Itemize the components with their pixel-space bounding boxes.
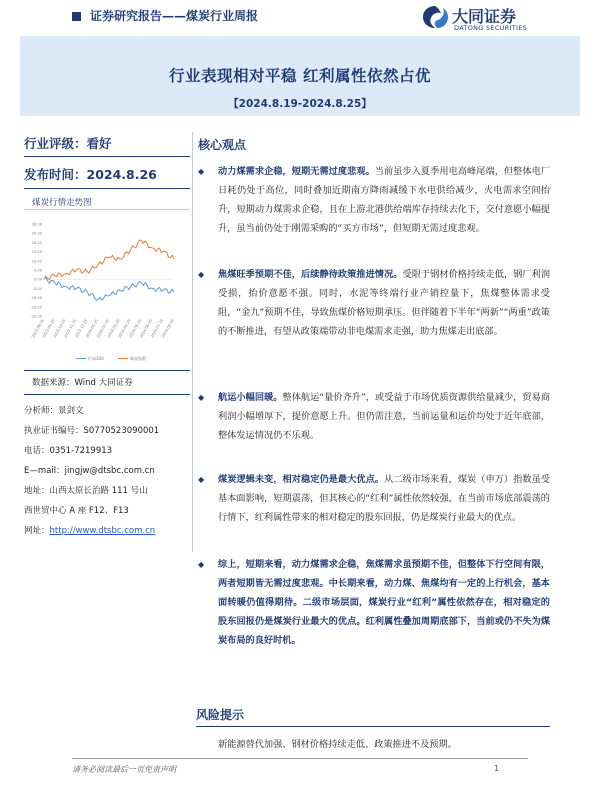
column-divider: [192, 132, 193, 552]
website-line: [24, 524, 155, 536]
page-number: 1: [494, 764, 500, 773]
x-tick-label: 2024-07-25: [150, 318, 165, 339]
publish-date: 发布时间：2024.8.26: [24, 167, 157, 182]
key-point-body: 从二级市场来看，煤炭（申万）指数虽受基本面影响，短期震荡，但其核心的“红利”属性依然较强，在当前市场底部震荡的行情下，红利属性带来的相对稳定的股东回报，仍是煤炭行业最大的优点。: [218, 474, 551, 523]
y-tick-label: 10.00: [31, 259, 42, 264]
x-tick-label: 2023-09-25: [41, 318, 56, 339]
coal-trend-chart: [24, 216, 190, 366]
y-tick-label: 20.00: [31, 240, 42, 245]
key-point-body: 受限于钢材价格持续走低，钢厂利润受损，抬价意愿不强。同时，水泥等终端行业产销控量下，焦煤整体需求受阻，“金九”预期不佳，导致焦煤价格短期承压。但伴随着下半年“两新”“两重”政策的不断推进，有望从政策端带动非电煤需求走强，助力焦煤走出底部。: [218, 269, 551, 337]
report-type: 证券研究报告——煤炭行业周报: [90, 9, 259, 23]
chart-title: 煤炭行情走势图: [32, 198, 92, 208]
x-tick-label: 2023-11-25: [63, 318, 78, 339]
x-tick-label: 2023-10-25: [52, 318, 67, 339]
x-tick-label: 2024-06-25: [139, 318, 154, 339]
y-tick-label: 25.00: [31, 231, 42, 236]
y-tick-label: 30.00: [31, 222, 42, 227]
summary-point: [198, 555, 550, 650]
y-tick-label: 5.00: [33, 268, 42, 273]
series-line-coal-index: [44, 240, 174, 280]
y-tick-label: -5.00: [32, 286, 42, 291]
diamond-bullet-icon: ◆: [198, 475, 205, 484]
y-tick-label: -20.00: [30, 314, 42, 319]
risk-text: 新能源替代加强、钢材价格持续走低、政策推进不及预期。: [218, 739, 457, 750]
website-label: 网址：: [24, 526, 50, 536]
address-line-2: 西世贸中心 A 座 F12、F13: [24, 506, 129, 516]
diamond-bullet-icon: ◆: [198, 393, 205, 402]
series-line-csi300: [44, 277, 174, 300]
address-line-1: 地址：山西太原长治路 111 号山: [24, 486, 148, 496]
key-point: [198, 470, 550, 527]
disclaimer-note: 请务必阅读最后一页免责声明: [72, 765, 176, 774]
industry-rating: 行业评级：看好: [24, 136, 112, 151]
x-tick-label: 2023-12-25: [74, 318, 89, 339]
divider: [24, 394, 190, 395]
x-tick-label: 2024-08-25: [160, 318, 175, 339]
divider: [24, 370, 190, 371]
diamond-bullet-icon: ◆: [198, 167, 205, 176]
logo-text: 大同证券: [452, 7, 517, 26]
risk-divider: [196, 726, 550, 727]
x-tick-label: 2024-04-25: [117, 318, 132, 339]
divider: [24, 156, 190, 157]
key-point-lead: 动力煤需求企稳，短期无需过度悲观。: [218, 166, 375, 177]
x-tick-label: 2024-02-25: [95, 318, 110, 339]
logo-mark-icon: [420, 4, 450, 30]
analyst-name: 分析师：景剑文: [24, 406, 84, 416]
legend-label: 煤炭指数: [130, 356, 146, 361]
key-point-body: 整体航运“量价齐升”，或受益于市场优质资源供给量减少，贸易商利润小幅增厚下，提价意愿上升。但仍需注意，当前运量和运价均处于近年底部，整体发运情况仍不乐观。: [218, 392, 550, 441]
footer-divider: [72, 758, 528, 759]
email-address: E—mail：jingjw@dtsbc.com.cn: [24, 466, 155, 476]
divider: [24, 188, 190, 189]
x-tick-label: 2024-03-25: [106, 318, 121, 339]
key-points-title: 核心观点: [198, 138, 247, 152]
legend-label: 沪深300: [88, 356, 104, 361]
y-tick-label: 15.00: [31, 250, 42, 255]
company-logo: [420, 2, 550, 36]
x-tick-label: 2023-08-25: [30, 318, 45, 339]
report-title: 行业表现相对平稳 红利属性依然占优: [169, 67, 431, 85]
diamond-bullet-icon: ◆: [198, 560, 205, 569]
key-point: [198, 265, 550, 341]
x-tick-label: 2024-05-25: [128, 318, 143, 339]
diamond-bullet-icon: ◆: [198, 270, 205, 279]
header-square-icon: [72, 12, 81, 21]
divider: [24, 209, 190, 210]
key-point-lead: 煤炭逻辑未变，相对稳定仍是最大优点。: [218, 474, 385, 485]
logo-subtext: DATONG SECURITIES: [454, 24, 528, 32]
key-point-body: 当前虽步入夏季用电高峰尾端，但整体电厂日耗仍处于高位，同时叠加近期南方降雨减缓下水电供给减少，火电需求空间抬升，短期动力煤需求企稳，且在上游北港供给端库存持续去化下，交付意愿小幅提升，虽当前仍处于刚需采购的“买方市场”，但短期无需过度悲观。: [218, 166, 551, 234]
key-point: [198, 162, 550, 238]
y-tick-label: -10.00: [30, 296, 42, 301]
data-source: 数据来源：Wind 大同证券: [32, 378, 133, 388]
key-point: [198, 388, 550, 445]
summary-text: 综上，短期来看，动力煤需求企稳，焦煤需求虽预期不佳，但整体下行空间有限，两者短期皆无需过度悲观。中长期来看，动力煤、焦煤均有一定的上行机会，基本面转暖仍值得期待。二级市场层面，煤炭行业“红利”属性依然存在，相对稳定的股东回报仍是煤炭行业最大的优点。红利属性叠加周期底部下，当前或仍不失为煤炭布局的良好时机。: [218, 559, 550, 646]
phone-number: 电话：0351-7219913: [24, 446, 113, 456]
key-point-lead: 焦煤旺季预期不佳，后续静待政策推进情况。: [218, 269, 403, 280]
risk-title: 风险提示: [196, 708, 245, 722]
x-tick-label: 2024-01-25: [85, 318, 100, 339]
date-range: 【2024.8.19-2024.8.25】: [228, 98, 372, 110]
key-point-lead: 航运小幅回暖。: [218, 392, 283, 403]
y-tick-label: 0.00: [33, 277, 42, 282]
website-link[interactable]: http://www.dtsbc.com.cn: [49, 526, 156, 536]
y-tick-label: -15.00: [30, 305, 42, 310]
license-number: 执业证书编号：S0770523090001: [24, 426, 160, 436]
